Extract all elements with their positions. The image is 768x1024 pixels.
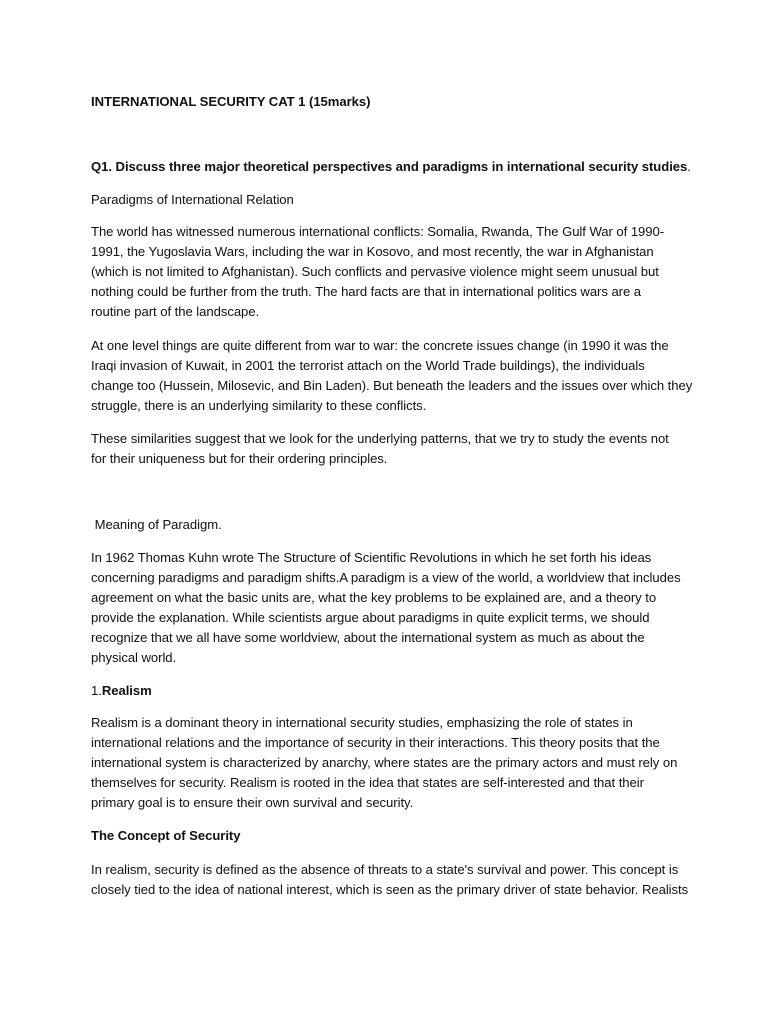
- paragraph-line: nothing could be further from the truth. The hard facts are that in international politics wars are a: [91, 284, 642, 299]
- question-text: Q1. Discuss three major theoretical perspectives and paradigms in international security studies: [91, 159, 688, 174]
- paragraph-line: These similarities suggest that we look for the underlying patterns, that we try to study the events not: [91, 431, 669, 446]
- paragraph-line: In 1962 Thomas Kuhn wrote The Structure of Scientific Revolutions in which he set forth his ideas: [91, 550, 652, 565]
- paragraph-line: international relations and the importance of security in their interactions. This theory posits that the: [91, 735, 660, 750]
- paragraph-line: agreement on what the basic units are, what the key problems to be explained are, and a theory to: [91, 590, 657, 605]
- question-period: .: [687, 159, 691, 174]
- paragraph-similarities: [91, 429, 691, 469]
- paragraph-line: struggle, there is an underlying similarity to these conflicts.: [91, 398, 427, 413]
- paragraph-line: At one level things are quite different from war to war: the concrete issues change (in 1990 it was the: [91, 338, 669, 353]
- paragraph-line: provide the explanation. While scientists argue about paradigms in quite explicit terms, we should: [91, 610, 650, 625]
- paragraph-line: closely tied to the idea of national interest, which is seen as the primary driver of state behavior. Realists: [91, 882, 689, 897]
- paragraph-line: (which is not limited to Afghanistan). Such conflicts and pervasive violence might seem unusual but: [91, 264, 659, 279]
- paragraph-security-concept: [91, 860, 691, 900]
- document-title: INTERNATIONAL SECURITY CAT 1 (15marks): [91, 94, 371, 109]
- question-heading: [91, 157, 691, 177]
- paragraph-line: The world has witnessed numerous international conflicts: Somalia, Rwanda, The Gulf War of 1990-: [91, 224, 665, 239]
- paragraph-line: physical world.: [91, 650, 177, 665]
- paragraph-line: Iraqi invasion of Kuwait, in 2001 the terrorist attach on the World Trade buildings), the individuals: [91, 358, 645, 373]
- concept-of-security-heading: The Concept of Security: [91, 828, 241, 843]
- paragraph-line: themselves for security. Realism is rooted in the idea that states are self-interested and that their: [91, 775, 644, 790]
- paragraph-line: 1991, the Yugoslavia Wars, including the war in Kosovo, and most recently, the war in Afghanistan: [91, 244, 654, 259]
- realism-heading: [91, 681, 691, 701]
- paragraph-conflicts: [91, 222, 691, 322]
- realism-number: 1.: [91, 683, 102, 698]
- paragraph-line: primary goal is to ensure their own survival and security.: [91, 795, 414, 810]
- paragraph-realism: [91, 713, 691, 813]
- paragraph-line: for their uniqueness but for their ordering principles.: [91, 451, 388, 466]
- paragraph-kuhn: [91, 548, 691, 668]
- paragraph-line: change too (Hussein, Milosevic, and Bin Laden). But beneath the leaders and the issues over which they: [91, 378, 693, 393]
- paragraph-line: Realism is a dominant theory in international security studies, emphasizing the role of states in: [91, 715, 633, 730]
- subheading-paradigms: Paradigms of International Relation: [91, 192, 294, 207]
- subheading-meaning-of-paradigm: Meaning of Paradigm.: [91, 517, 222, 532]
- paragraph-line: concerning paradigms and paradigm shifts.A paradigm is a view of the world, a worldview that includes: [91, 570, 681, 585]
- paragraph-line: In realism, security is defined as the absence of threats to a state's survival and power. This concept is: [91, 862, 679, 877]
- paragraph-line: recognize that we all have some worldview, about the international system as much as about the: [91, 630, 645, 645]
- paragraph-line: routine part of the landscape.: [91, 304, 260, 319]
- paragraph-war-levels: [91, 336, 691, 416]
- paragraph-line: international system is characterized by anarchy, where states are the primary actors and must rely on: [91, 755, 678, 770]
- realism-heading-text: Realism: [101, 683, 152, 698]
